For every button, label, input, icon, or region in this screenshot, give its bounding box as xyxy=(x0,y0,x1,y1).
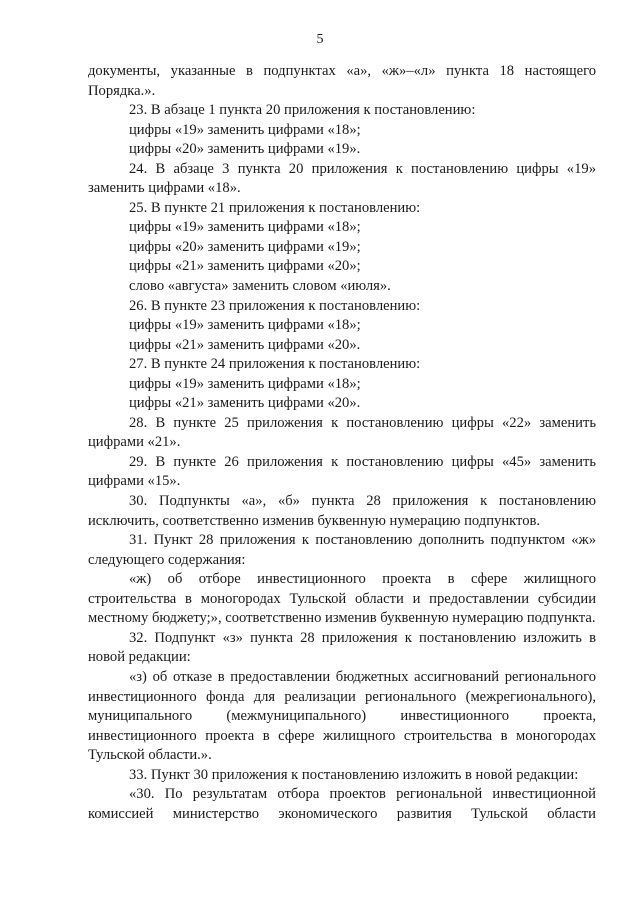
item-27-line: цифры «21» заменить цифрами «20». xyxy=(129,395,361,412)
paragraph: документы, указанные в подпунктах «а», «ж»–«л» пункта 18 настоящего Порядка.». xyxy=(88,63,596,99)
item-26-heading: 26. В пункте 23 приложения к постановлению: xyxy=(129,297,421,314)
item-23-line: цифры «20» заменить цифрами «19». xyxy=(129,141,361,158)
item-25-line: слово «августа» заменить словом «июля». xyxy=(129,278,391,295)
item-32: 32. Подпункт «з» пункта 28 приложения к постановлению изложить в новой редакции: xyxy=(88,629,596,666)
item-26-line: цифры «21» заменить цифрами «20». xyxy=(129,336,361,353)
item-23-heading: 23. В абзаце 1 пункта 20 приложения к постановлению: xyxy=(129,102,476,119)
item-25-line: цифры «20» заменить цифрами «19»; xyxy=(129,238,361,255)
item-30: 30. Подпункты «а», «б» пункта 28 приложения к постановлению исключить, соответственно изменив буквенную нумерацию подпунктов. xyxy=(88,493,596,529)
page-number: 5 xyxy=(316,32,324,47)
item-28: 28. В пункте 25 приложения к постановлению цифры «22» заменить цифрами «21». xyxy=(88,414,596,451)
item-25-line: цифры «19» заменить цифрами «18»; xyxy=(129,219,361,236)
item-26-line: цифры «19» заменить цифрами «18»; xyxy=(129,317,361,334)
item-24: 24. В абзаце 3 пункта 20 приложения к постановлению цифры «19» заменить цифрами «18». xyxy=(88,160,596,197)
item-25-line: цифры «21» заменить цифрами «20»; xyxy=(129,258,361,275)
document-body xyxy=(88,62,596,824)
item-31: 31. Пункт 28 приложения к постановлению дополнить подпунктом «ж» следующего содержания: xyxy=(88,532,596,568)
item-32-quote: «з) об отказе в предоставлении бюджетных ассигнований регионального инвестиционного фонда для реализации регионального (межрегионального), муниципального (межмуниципального) инвестиционного проекта, инвестиционного проекта в сфере жилищного строительства в моногородах Тульской области.». xyxy=(88,668,596,764)
item-25-heading: 25. В пункте 21 приложения к постановлению: xyxy=(129,199,421,216)
item-23-line: цифры «19» заменить цифрами «18»; xyxy=(129,121,361,138)
item-29: 29. В пункте 26 приложения к постановлению цифры «45» заменить цифрами «15». xyxy=(88,453,596,490)
item-27-line: цифры «19» заменить цифрами «18»; xyxy=(129,375,361,392)
item-33: 33. Пункт 30 приложения к постановлению изложить в новой редакции: xyxy=(129,766,579,783)
item-33-quote: «30. По результатам отбора проектов региональной инвестиционной комиссией министерство экономического развития Тульской области xyxy=(88,786,596,822)
item-31-quote: «ж) об отборе инвестиционного проекта в сфере жилищного строительства в моногородах Тульской области и предоставлении субсидии местному бюджету;», соответственно изменив буквенную нумерацию подпункта. xyxy=(88,571,596,627)
item-27-heading: 27. В пункте 24 приложения к постановлению: xyxy=(129,356,421,373)
